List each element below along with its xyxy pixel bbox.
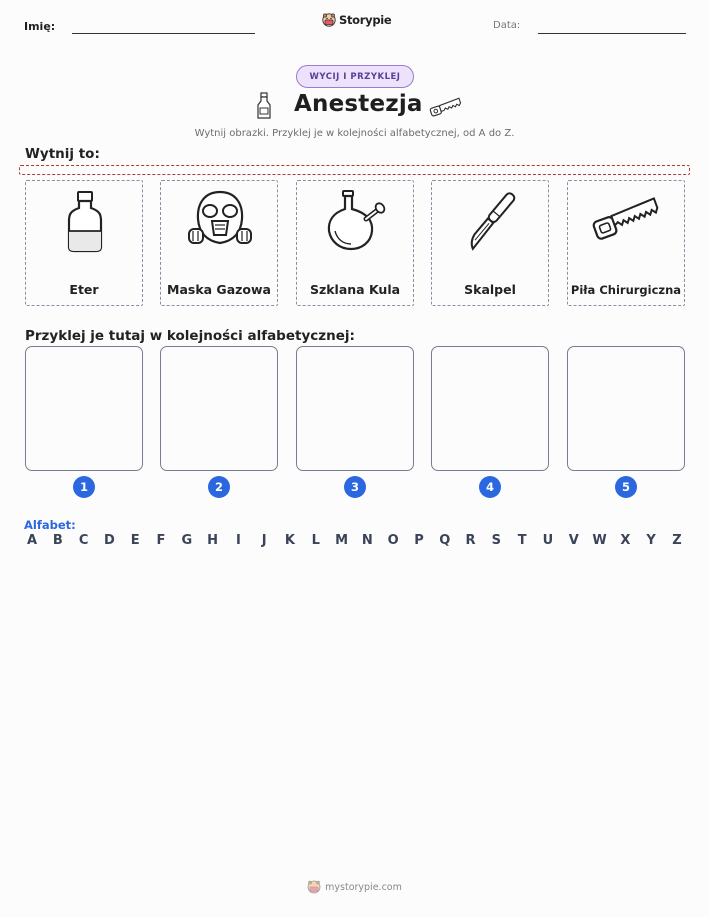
alphabet-letter: K — [284, 533, 295, 548]
brand-name: Storypie — [339, 13, 392, 27]
alphabet-letter: F — [156, 533, 166, 548]
alphabet-letter: Q — [439, 533, 451, 548]
card-label: Maska Gazowa — [167, 282, 271, 297]
bottle-icon — [255, 92, 273, 120]
storypie-logo-icon — [322, 13, 336, 27]
alphabet-letter: R — [465, 533, 476, 548]
alphabet-letter: C — [78, 533, 89, 548]
alphabet-letter: N — [361, 533, 373, 548]
footer-url: mystorypie.com — [325, 881, 402, 893]
alphabet-letter: T — [517, 533, 527, 548]
instructions: Wytnij obrazki. Przyklej je w kolejności alfabetycznej, od A do Z. — [194, 128, 515, 139]
paste-section-title: Przyklej je tutaj w kolejności alfabetycznej: — [25, 328, 355, 344]
cut-card-szklana-kula[interactable] — [296, 180, 414, 306]
cut-section-title: Wytnij to: — [25, 146, 100, 162]
slot-number-1: 1 — [73, 476, 95, 498]
alphabet-letter: A — [26, 533, 38, 548]
surgical-saw-icon — [429, 97, 462, 117]
alphabet-row — [24, 533, 685, 548]
alphabet-letter: Z — [672, 533, 682, 548]
cut-card-eter[interactable] — [25, 180, 143, 306]
alphabet-letter: W — [592, 533, 607, 548]
cut-card-skalpel[interactable] — [431, 180, 549, 306]
footer — [0, 880, 709, 894]
surgical-saw-icon — [592, 189, 662, 253]
name-label: Imię: — [24, 20, 56, 33]
paste-slot-4[interactable] — [431, 346, 549, 471]
storypie-logo-icon — [307, 880, 321, 894]
card-label: Szklana Kula — [309, 282, 401, 297]
slot-number-3: 3 — [344, 476, 366, 498]
alphabet-letter: E — [130, 533, 140, 548]
alphabet-letter: G — [181, 533, 193, 548]
card-label: Eter — [69, 282, 99, 297]
alphabet-letter: M — [335, 533, 349, 548]
name-line[interactable] — [72, 33, 255, 34]
bottle-icon — [50, 189, 120, 253]
brand — [322, 13, 391, 27]
slot-number-4: 4 — [479, 476, 501, 498]
paste-slot-1[interactable] — [25, 346, 143, 471]
alphabet-letter: H — [207, 533, 219, 548]
alphabet-letter: I — [235, 533, 241, 548]
alphabet-letter: J — [261, 533, 267, 548]
alphabet-letter: P — [414, 533, 424, 548]
date-line[interactable] — [538, 33, 686, 34]
paste-slot-2[interactable] — [160, 346, 278, 471]
paste-slot-3[interactable] — [296, 346, 414, 471]
activity-badge — [296, 65, 414, 88]
scalpel-icon — [456, 189, 526, 253]
date-label: Data: — [493, 20, 521, 31]
alphabet-letter: U — [542, 533, 554, 548]
alphabet-letter: X — [620, 533, 631, 548]
slot-number-2: 2 — [208, 476, 230, 498]
cut-line — [19, 165, 690, 175]
alphabet-letter: B — [52, 533, 63, 548]
alphabet-letter: V — [568, 533, 579, 548]
cut-card-pila-chirurgiczna[interactable] — [567, 180, 685, 306]
paste-slot-5[interactable] — [567, 346, 685, 471]
card-label: Piła Chirurgiczna — [570, 283, 682, 297]
card-label: Skalpel — [464, 282, 516, 297]
alphabet-letter: O — [387, 533, 399, 548]
slot-number-5: 5 — [615, 476, 637, 498]
gas-mask-icon — [185, 189, 255, 253]
alphabet-letter: D — [103, 533, 115, 548]
alphabet-label: Alfabet: — [24, 518, 76, 532]
activity-badge-text: WYCIJ I PRZYKLEJ — [309, 71, 401, 82]
cut-card-maska-gazowa[interactable] — [160, 180, 278, 306]
alphabet-letter: Y — [646, 533, 656, 548]
alphabet-letter: S — [491, 533, 502, 548]
page-title: Anestezja — [294, 91, 423, 117]
alphabet-letter: L — [311, 533, 320, 548]
glass-flask-icon — [321, 189, 391, 253]
